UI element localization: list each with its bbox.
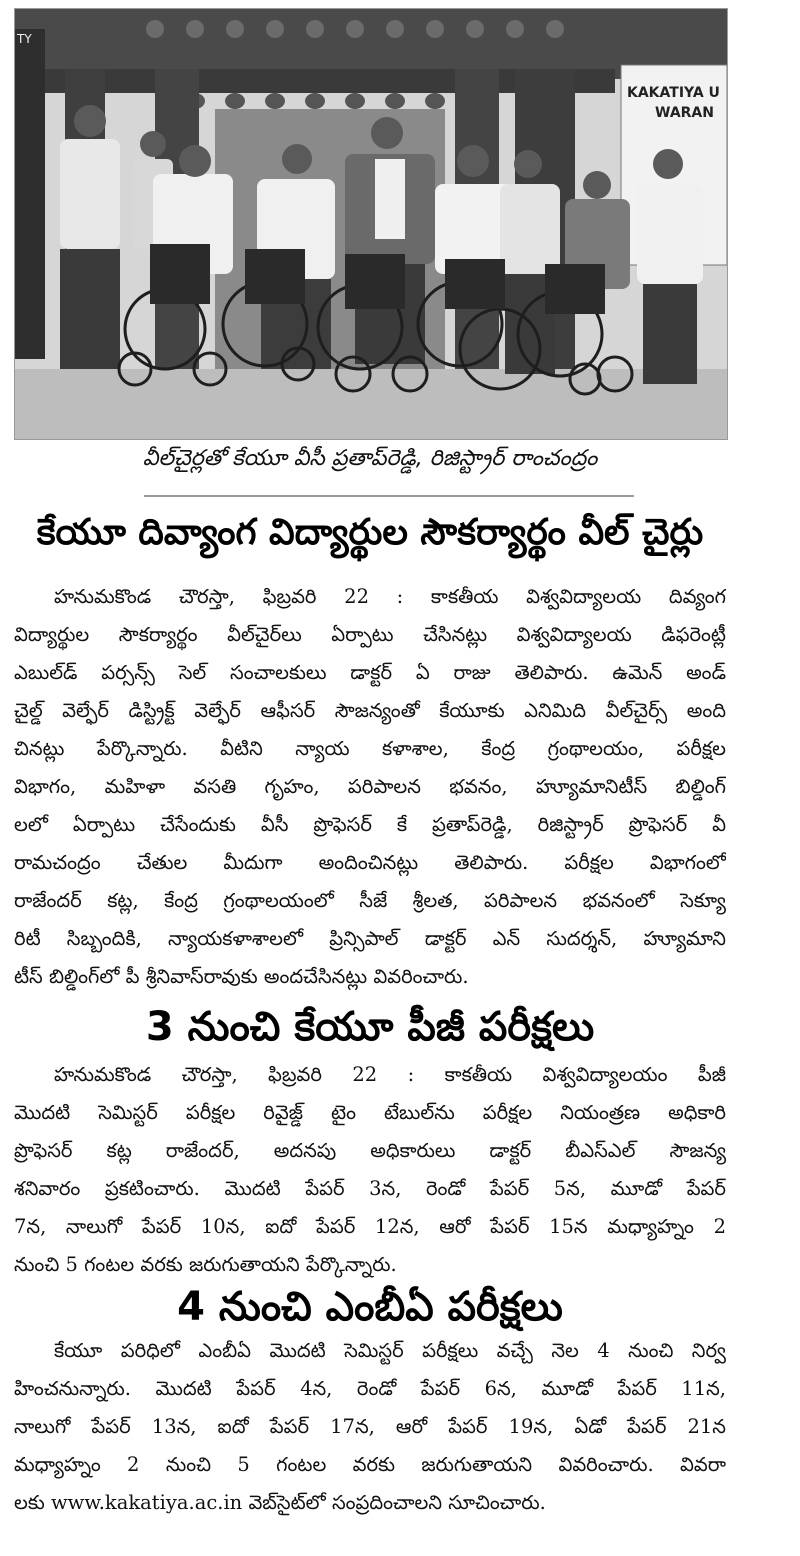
text-line: నుంచి 5 గంటల వరకు జరుగుతాయని పేర్కొన్నారు.: [14, 1253, 397, 1276]
text-line: చినట్లు పేర్కొన్నారు. వీటిని న్యాయ కళాశాల, కేంద్ర గ్రంథాలయం, పరీక్షల: [14, 737, 726, 760]
text-line: 7న, నాలుగో పేపర్ 10న, ఐదో పేపర్ 12న, ఆరో పేపర్ 15న మధ్యాహ్నం 2: [14, 1215, 726, 1238]
text-line: రామచంద్రం చేతుల మీదుగా అందించినట్లు తెలిపారు. పరీక్షల విభాగంలో: [14, 851, 726, 874]
sign-line-1: KAKATIYA U: [627, 85, 720, 101]
text-line: రాజేందర్ కట్ల, కేంద్ర గ్రంథాలయంలో సీజే శ్రీలత, పరిపాలన భవనంలో సెక్యూ: [14, 889, 726, 912]
text-line: హనుమకొండ చౌరస్తా, ఫిబ్రవరి 22 : కాకతీయ విశ్వవిద్యాలయ దివ్యంగ: [54, 585, 726, 608]
headline-wheelchairs: కేయూ దివ్యాంగ విద్యార్థుల సౌకర్యార్థం వీల్ చైర్లు: [36, 512, 704, 553]
headline-pg-exams: 3 నుంచి కేయూ పీజీ పరీక్షలు: [145, 1004, 595, 1050]
text-line: హనుమకొండ చౌరస్తా, ఫిబ్రవరి 22 : కాకతీయ విశ్వవిద్యాలయం పీజీ: [54, 1063, 726, 1086]
text-line: ఎబుల్‌డ్ పర్సన్స్ సెల్ సంచాలకులు డాక్టర్ ఏ రాజు తెలిపారు. ఉమెన్ అండ్: [14, 661, 726, 684]
text-line: శనివారం ప్రకటించారు. మొదటి పేపర్ 3న, రెండో పేపర్ 5న, మూడో పేపర్: [14, 1177, 726, 1200]
text-line: నాలుగో పేపర్ 13న, ఐదో పేపర్ 17న, ఆరో పేపర్ 19న, ఏడో పేపర్ 21న: [14, 1415, 726, 1438]
text-line: టీస్ బిల్డింగ్‌లో పీ శ్రీనివాస్‌రావుకు అందచేసినట్లు వివరించారు.: [14, 965, 469, 988]
text-line: లలో ఏర్పాటు చేసేందుకు వీసీ ప్రొఫెసర్ కే ప్రతాప్‌రెడ్డి, రిజిస్ట్రార్ ప్రొఫెసర్ వీ: [14, 813, 726, 836]
text-line: విభాగం, మహిళా వసతి గృహం, పరిపాలన భవనం, హ్యూమానిటీస్ బిల్డింగ్: [14, 775, 726, 798]
text-line: ప్రొఫెసర్ కట్ల రాజేందర్, అదనపు అధికారులు డాక్టర్ బీఎస్‌ఎల్ సౌజన్య: [14, 1139, 726, 1162]
article-wheelchairs-body: [14, 578, 726, 996]
text-line: చైల్డ్ వెల్ఫేర్ డిస్ట్రిక్ట్ వెల్ఫేర్ ఆఫీసర్ సౌజన్యంతో కేయూకు ఎనిమిది వీల్‌చైర్స్ అంది: [14, 699, 726, 722]
sign-left-text: TY: [17, 32, 32, 46]
article-mba-exams-body: [14, 1332, 726, 1522]
text-line: మొదటి సెమిస్టర్ పరీక్షల రివైజ్డ్ టైం టేబుల్‌ను పరీక్షల నియంత్రణ అధికారి: [14, 1101, 726, 1124]
news-photo: [14, 8, 728, 440]
text-line: కేయూ పరిధిలో ఎంబీఏ మొదటి సెమిస్టర్ పరీక్షలు వచ్చే నెల 4 నుంచి నిర్వ: [54, 1339, 726, 1362]
sign-line-2: WARAN: [655, 105, 714, 121]
text-line: హించనున్నారు. మొదటి పేపర్ 4న, రెండో పేపర్ 6న, మూడో పేపర్ 11న,: [14, 1377, 726, 1400]
photo-caption: వీల్‌చైర్లతో కేయూ వీసీ ప్రతాప్‌రెడ్డి, రిజిస్ట్రార్ రాంచంద్రం: [142, 446, 598, 471]
text-line: లకు www.kakatiya.ac.in వెబ్‌సైట్‌లో సంప్రదించాలని సూచించారు.: [14, 1491, 546, 1514]
text-line: మధ్యాహ్నం 2 నుంచి 5 గంటల వరకు జరుగుతాయని వివరించారు. వివరా: [14, 1453, 726, 1476]
text-line: రిటీ సిబ్బందికి, న్యాయకళాశాలలో ప్రిన్సిపాల్ డాక్టర్ ఎన్ సుదర్శన్, హ్యూమాని: [14, 927, 726, 950]
headline-mba-exams: 4 నుంచి ఎంబీఏ పరీక్షలు: [177, 1284, 563, 1330]
caption-divider: [144, 495, 634, 497]
text-line: విద్యార్థుల సౌకర్యార్థం వీల్‌చైర్‌లు ఏర్పాటు చేసినట్లు విశ్వవిద్యాలయ డిఫరెంట్లీ: [14, 623, 726, 646]
article-pg-exams-body: [14, 1056, 726, 1284]
